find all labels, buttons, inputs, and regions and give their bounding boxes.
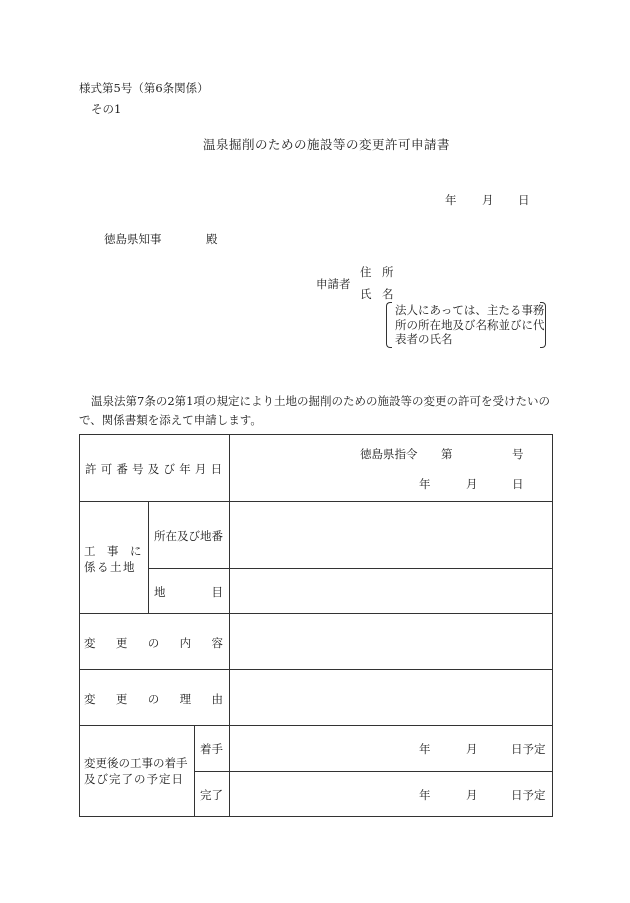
corporate-note-bracket [386,302,546,346]
permit-year-label: 年 [419,477,431,491]
applicant-label: 申請者 [316,277,351,291]
permit-month-label: 月 [466,477,478,491]
schedule-sublabel-divider [194,725,195,817]
address-label-2: 所 [382,265,394,279]
permit-go-label: 号 [512,447,524,461]
start-year-label: 年 [419,742,431,756]
permit-dai-label: 第 [441,447,453,461]
label-char: 理 [179,692,192,706]
change-content-label [84,635,223,651]
start-month-label: 月 [466,742,478,756]
left-bracket [386,302,392,348]
date-day-label: 日 [518,193,530,207]
permit-day-label: 日 [512,477,524,491]
label-column-divider [229,434,230,817]
start-day-planned-label: 日予定 [511,742,546,756]
land-subrow-divider [148,568,553,569]
land-label-line1: 工 事 に [84,544,142,558]
label-char: 変 [84,636,96,650]
document-title: 温泉掘削のための施設等の変更許可申請書 [203,137,451,152]
row-divider [79,501,553,502]
label-char: 由 [211,692,223,706]
corporate-note-text: 法人にあっては、主たる事務所の所在地及び名称並びに代表者の氏名 [395,303,545,346]
name-label-1: 氏 [360,287,372,301]
land-sublabel-divider [148,501,149,613]
application-statement: 温泉法第7条の2第1項の規定により土地の掘削のための施設等の変更の許可を受けたいので、関係書類を添えて申請します。 [79,394,550,427]
name-label-2: 名 [382,287,394,301]
end-label: 完了 [200,788,223,802]
label-char: 変 [84,692,96,706]
end-day-planned-label: 日予定 [511,788,546,802]
land-label-line2: 係る土地 [84,560,136,574]
location-label: 所在及び地番 [154,529,223,543]
change-reason-label [84,691,223,707]
label-char: 更 [115,692,128,706]
end-month-label: 月 [466,788,478,802]
label-char: 内 [179,636,192,650]
schedule-subrow-divider [194,771,553,772]
date-month-label: 月 [482,193,494,207]
label-char: 容 [211,636,223,650]
designation-label: 徳島県指令 [360,447,418,461]
date-year-label: 年 [445,193,457,207]
land-category-char: 目 [211,585,223,599]
permit-number-label: 許可番号及び年月日 [85,462,227,476]
address-label-1: 住 [360,265,372,279]
schedule-label-line2: 及び完了の予定日 [84,772,184,786]
label-char: 更 [115,636,128,650]
schedule-label-line1: 変更後の工事の着手 [84,756,188,770]
addressee-honorific: 殿 [206,232,218,246]
addressee-name: 徳島県知事 [104,232,162,246]
label-char: の [147,692,160,706]
row-divider [79,725,553,726]
form-number: 様式第5号（第6条関係） [79,81,209,95]
land-category-char: 地 [154,585,166,599]
row-divider [79,669,553,670]
start-label: 着手 [200,742,223,756]
label-char: の [147,636,160,650]
end-year-label: 年 [419,788,431,802]
land-category-label [154,584,223,600]
row-divider [79,613,553,614]
form-part: その1 [91,102,122,116]
